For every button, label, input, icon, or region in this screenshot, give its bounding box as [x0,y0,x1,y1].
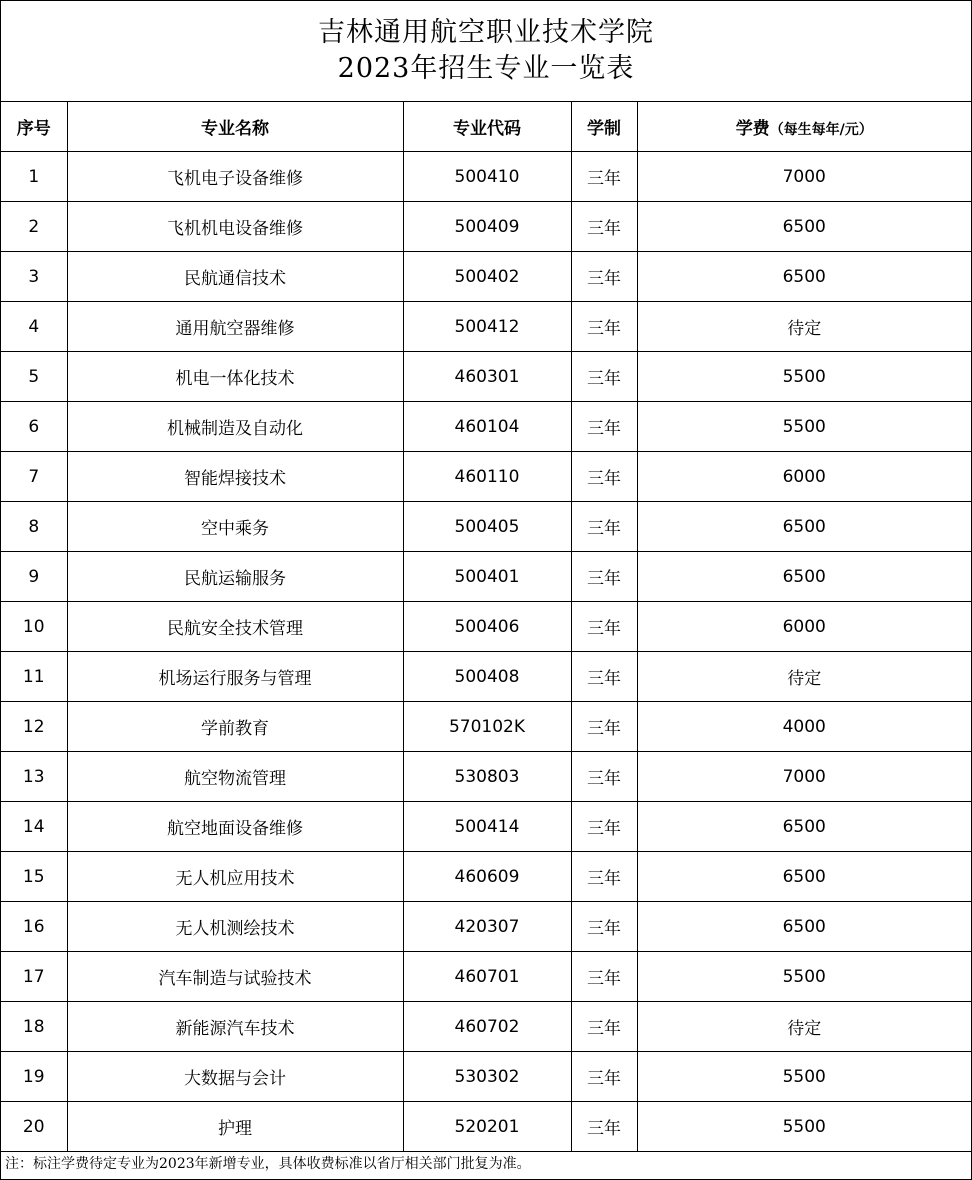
table-row [1,902,971,952]
cell-code: 500414 [403,802,571,852]
cell-duration: 三年 [571,502,637,552]
cell-fee: 6500 [637,202,971,252]
cell-code: 500406 [403,602,571,652]
cell-fee: 5500 [637,352,971,402]
table-row [1,702,971,752]
table-row [1,852,971,902]
table-row [1,152,971,202]
table-row [1,1052,971,1102]
cell-duration: 三年 [571,1002,637,1052]
cell-seq: 16 [1,902,67,952]
cell-duration: 三年 [571,652,637,702]
cell-fee: 7000 [637,752,971,802]
cell-code: 460104 [403,402,571,452]
cell-name: 大数据与会计 [67,1052,403,1102]
cell-code: 460702 [403,1002,571,1052]
cell-name: 机场运行服务与管理 [67,652,403,702]
page-title: 吉林通用航空职业技术学院 [318,17,654,48]
table-row [1,752,971,802]
table-row [1,1102,971,1152]
table-row [1,452,971,502]
table-row [1,1002,971,1052]
cell-name: 护理 [67,1102,403,1152]
cell-seq: 4 [1,302,67,352]
header-row [1,102,971,152]
cell-name: 智能焊接技术 [67,452,403,502]
cell-seq: 5 [1,352,67,402]
cell-duration: 三年 [571,602,637,652]
cell-code: 520201 [403,1102,571,1152]
cell-code: 500410 [403,152,571,202]
cell-fee: 6500 [637,902,971,952]
table-row [1,352,971,402]
cell-duration: 三年 [571,402,637,452]
cell-fee: 6500 [637,802,971,852]
cell-fee: 6500 [637,852,971,902]
table-row [1,602,971,652]
cell-name: 飞机机电设备维修 [67,202,403,252]
cell-code: 570102K [403,702,571,752]
cell-seq: 19 [1,1052,67,1102]
cell-duration: 三年 [571,752,637,802]
cell-name: 航空物流管理 [67,752,403,802]
table-body [1,152,971,1152]
cell-name: 机械制造及自动化 [67,402,403,452]
cell-seq: 17 [1,952,67,1002]
cell-fee: 4000 [637,702,971,752]
cell-code: 530803 [403,752,571,802]
cell-seq: 8 [1,502,67,552]
cell-seq: 2 [1,202,67,252]
cell-name: 无人机应用技术 [67,852,403,902]
footnote: 注：标注学费待定专业为2023年新增专业，具体收费标准以省厅相关部门批复为准。 [5,1156,531,1172]
cell-code: 500405 [403,502,571,552]
cell-seq: 15 [1,852,67,902]
cell-name: 民航通信技术 [67,252,403,302]
page-subtitle: 2023年招生专业一览表 [337,53,635,84]
cell-name: 飞机电子设备维修 [67,152,403,202]
cell-fee: 6000 [637,452,971,502]
cell-code: 500409 [403,202,571,252]
header-code: 专业代码 [403,102,571,152]
cell-code: 460301 [403,352,571,402]
cell-seq: 9 [1,552,67,602]
cell-code: 460609 [403,852,571,902]
cell-seq: 18 [1,1002,67,1052]
cell-duration: 三年 [571,202,637,252]
table-row [1,202,971,252]
cell-fee: 6500 [637,252,971,302]
header-fee-label: 学费 [735,119,770,139]
cell-name: 汽车制造与试验技术 [67,952,403,1002]
table-row [1,652,971,702]
cell-name: 新能源汽车技术 [67,1002,403,1052]
cell-name: 机电一体化技术 [67,352,403,402]
table-row [1,252,971,302]
cell-fee: 5500 [637,1052,971,1102]
table-row [1,402,971,452]
cell-duration: 三年 [571,452,637,502]
cell-fee: 6500 [637,502,971,552]
header-duration: 学制 [571,102,637,152]
cell-seq: 7 [1,452,67,502]
cell-seq: 3 [1,252,67,302]
cell-name: 通用航空器维修 [67,302,403,352]
header-fee-unit: （每生每年/元） [769,122,873,138]
cell-code: 500408 [403,652,571,702]
cell-duration: 三年 [571,952,637,1002]
cell-code: 420307 [403,902,571,952]
cell-code: 460110 [403,452,571,502]
cell-seq: 13 [1,752,67,802]
table-row [1,302,971,352]
cell-fee: 5500 [637,402,971,452]
cell-fee: 6500 [637,552,971,602]
title-block [1,1,971,102]
cell-code: 500402 [403,252,571,302]
cell-duration: 三年 [571,852,637,902]
cell-duration: 三年 [571,152,637,202]
cell-fee: 待定 [637,652,971,702]
cell-duration: 三年 [571,552,637,602]
cell-fee: 待定 [637,302,971,352]
cell-name: 无人机测绘技术 [67,902,403,952]
cell-duration: 三年 [571,352,637,402]
cell-fee: 5500 [637,952,971,1002]
cell-name: 空中乘务 [67,502,403,552]
cell-seq: 12 [1,702,67,752]
header-seq: 序号 [1,102,67,152]
cell-fee: 待定 [637,1002,971,1052]
table-row [1,952,971,1002]
cell-duration: 三年 [571,252,637,302]
cell-code: 460701 [403,952,571,1002]
cell-fee: 6000 [637,602,971,652]
cell-duration: 三年 [571,302,637,352]
table-row [1,552,971,602]
cell-code: 500401 [403,552,571,602]
cell-fee: 5500 [637,1102,971,1152]
cell-seq: 14 [1,802,67,852]
table-row [1,802,971,852]
cell-seq: 6 [1,402,67,452]
cell-duration: 三年 [571,1052,637,1102]
cell-duration: 三年 [571,902,637,952]
table-row [1,502,971,552]
cell-name: 学前教育 [67,702,403,752]
cell-seq: 10 [1,602,67,652]
cell-duration: 三年 [571,1102,637,1152]
cell-name: 民航安全技术管理 [67,602,403,652]
cell-name: 民航运输服务 [67,552,403,602]
cell-name: 航空地面设备维修 [67,802,403,852]
cell-code: 500412 [403,302,571,352]
cell-fee: 7000 [637,152,971,202]
cell-duration: 三年 [571,702,637,752]
cell-seq: 11 [1,652,67,702]
cell-code: 530302 [403,1052,571,1102]
cell-duration: 三年 [571,802,637,852]
header-name: 专业名称 [67,102,403,152]
cell-seq: 20 [1,1102,67,1152]
cell-seq: 1 [1,152,67,202]
header-fee [637,102,971,152]
majors-table [1,102,971,1152]
